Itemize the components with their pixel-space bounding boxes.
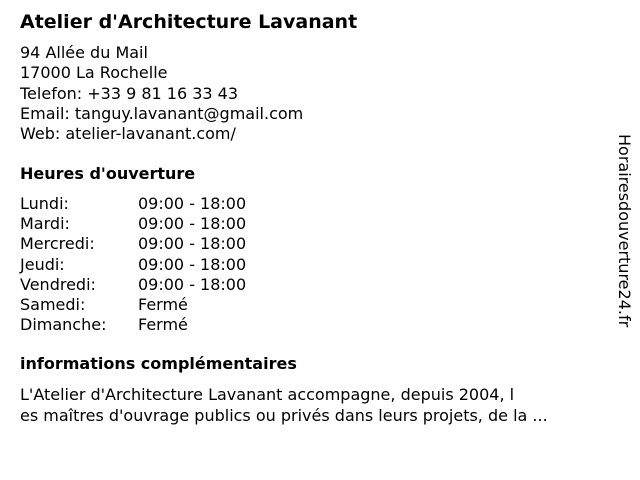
address-line-street: 94 Allée du Mail — [20, 43, 148, 62]
info-description — [20, 384, 548, 426]
website: Web: atelier-lavanant.com/ — [20, 124, 236, 144]
site-watermark — [612, 134, 636, 374]
day-label: Samedi: — [20, 294, 86, 314]
day-label: Jeudi: — [20, 254, 65, 274]
info-line: es maîtres d'ouvrage publics ou privés dans leurs projets, de la ... — [20, 406, 548, 425]
email-address: Email: tanguy.lavanant@gmail.com — [20, 103, 304, 123]
hours-heading: Heures d'ouverture — [20, 164, 196, 183]
contact-info — [20, 43, 303, 144]
info-line: L'Atelier d'Architecture Lavanant accompagne, depuis 2004, l — [20, 385, 515, 404]
day-hours: 09:00 - 18:00 — [138, 234, 247, 254]
day-label: Mardi: — [20, 214, 70, 234]
day-hours: Fermé — [138, 294, 188, 314]
day-label: Mercredi: — [20, 234, 95, 254]
address-line-city: 17000 La Rochelle — [20, 63, 168, 83]
watermark-text: Horairesdouverture24.fr — [615, 134, 634, 328]
day-hours: 09:00 - 18:00 — [138, 214, 247, 234]
day-hours: Fermé — [138, 315, 188, 335]
day-hours: 09:00 - 18:00 — [138, 254, 247, 274]
business-title: Atelier d'Architecture Lavanant — [20, 11, 358, 33]
day-label: Vendredi: — [20, 274, 96, 294]
day-label: Dimanche: — [20, 315, 107, 335]
day-label: Lundi: — [20, 194, 69, 213]
day-hours: 09:00 - 18:00 — [138, 194, 247, 213]
info-heading: informations complémentaires — [20, 354, 297, 373]
day-hours: 09:00 - 18:00 — [138, 274, 247, 294]
phone-number: Telefon: +33 9 81 16 33 43 — [20, 83, 239, 103]
